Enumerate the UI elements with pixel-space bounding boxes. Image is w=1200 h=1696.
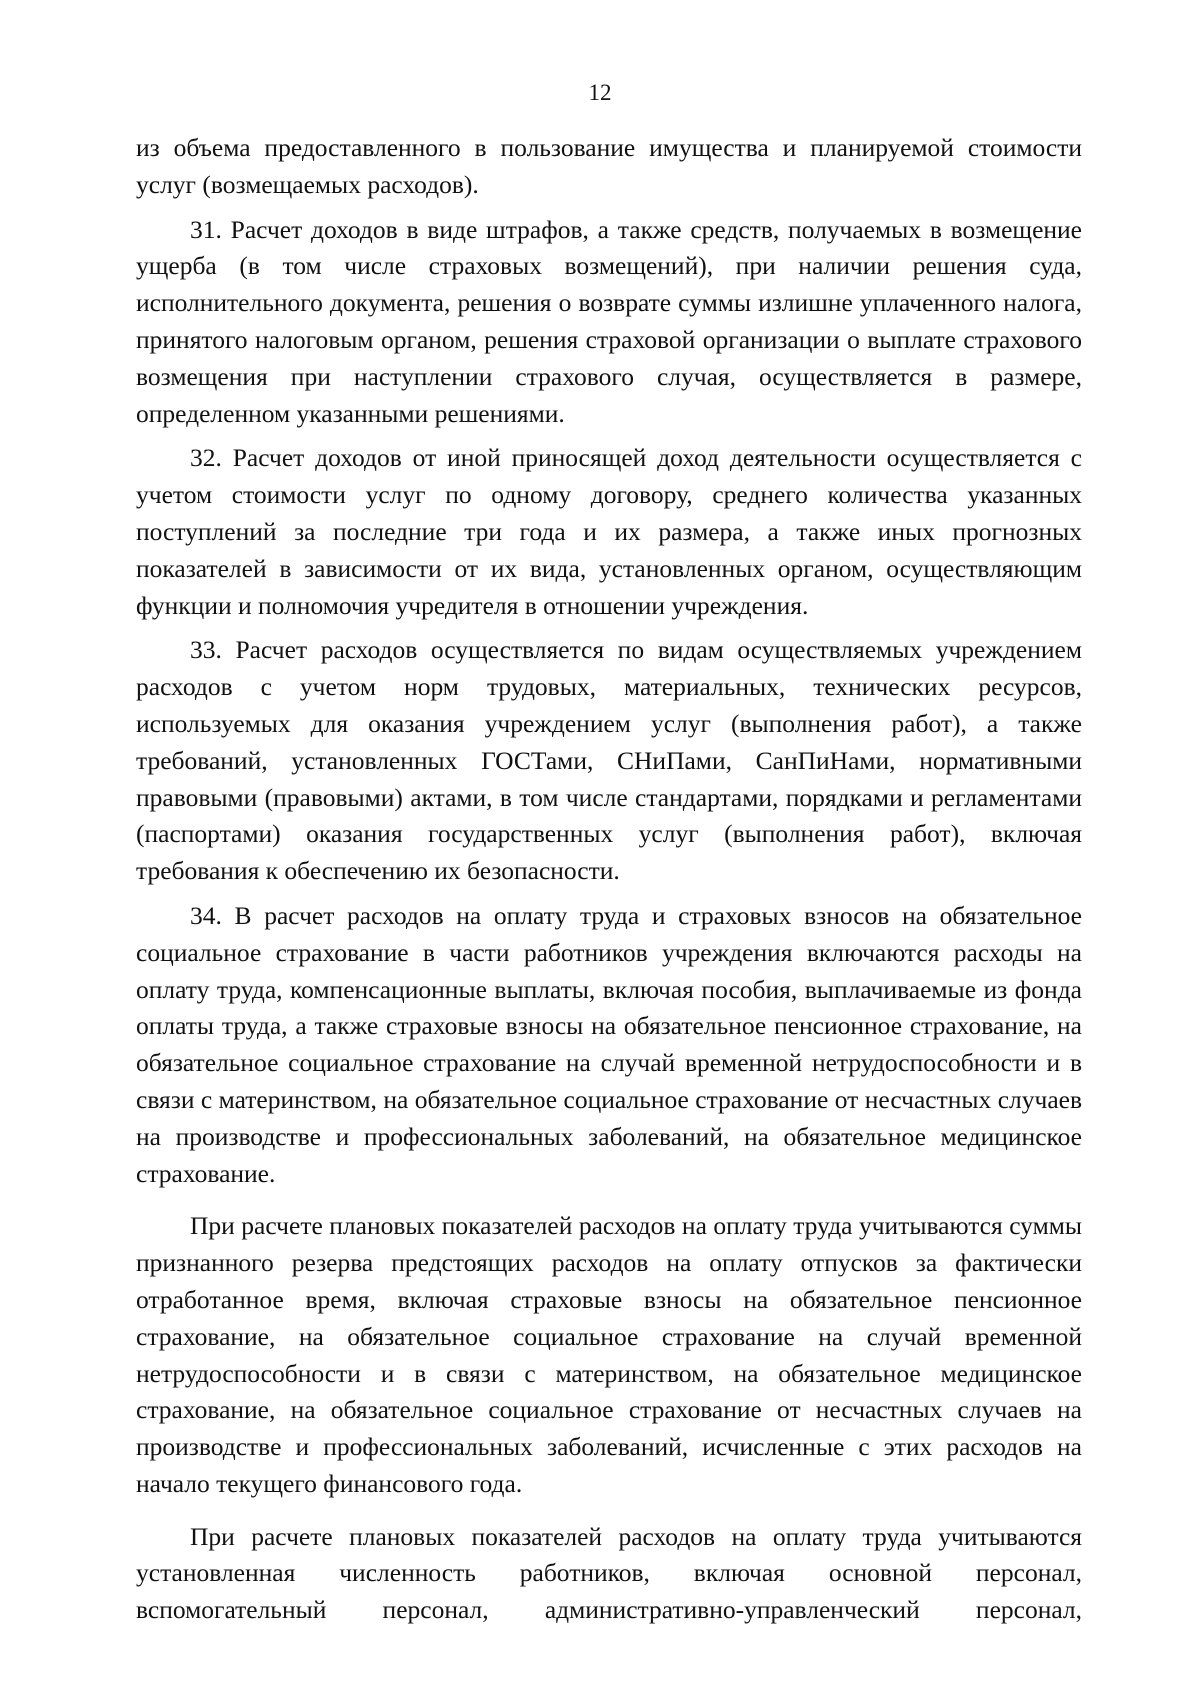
paragraph-continuation: из объема предоставленного в пользование имущества и планируемой стоимости услуг (возмещаемых расходов).: [136, 133, 1082, 199]
paragraph-item-33: 33. Расчет расходов осуществляется по видам осуществляемых учреждением расходов с учетом норм трудовых, материальных, технических ресурсов, используемых для оказания учреждением услуг (выполнения работ), а также требований, установленных ГОСТами, СНиПами, СанПиНами, нормативными правовыми (правовыми) актами, в том числе стандартами, порядками и регламентами (паспортами) оказания государственных услуг (выполнения работ), включая требования к обеспечению их безопасности.: [136, 635, 1082, 886]
paragraph-item-32: 32. Расчет доходов от иной приносящей доход деятельности осуществляется с учетом стоимости услуг по одному договору, среднего количества указанных поступлений за последние три года и их размера, а также иных прогнозных показателей в зависимости от их вида, установленных органом, осуществляющим функции и полномочия учредителя в отношении учреждения.: [136, 443, 1082, 620]
page-number: 12: [588, 80, 612, 105]
paragraph-item-31: 31. Расчет доходов в виде штрафов, а также средств, получаемых в возмещение ущерба (в том числе страховых возмещений), при наличии решения суда, исполнительного документа, решения о возврате суммы излишне уплаченного налога, принятого налоговым органом, решения страховой организации о выплате страхового возмещения при наступлении страхового случая, осуществляется в размере, определенном указанными решениями.: [136, 214, 1082, 428]
paragraph-item-34: 34. В расчет расходов на оплату труда и страховых взносов на обязательное социальное страхование в части работников учреждения включаются расходы на оплату труда, компенсационные выплаты, включая пособия, выплачиваемые из фонда оплаты труда, а также страховые взносы на обязательное пенсионное страхование, на обязательное социальное страхование на случай временной нетрудоспособности и в связи с материнством, на обязательное социальное страхование от несчастных случаев на производстве и профессиональных заболеваний, на обязательное медицинское страхование.: [136, 900, 1082, 1188]
paragraph-payroll-staffing: При расчете плановых показателей расходов на оплату труда учитываются установленная численность работников, включая основной персонал, вспомогательный персонал, административно-управленческий персонал,: [136, 1521, 1082, 1625]
paragraph-payroll-reserve: При расчете плановых показателей расходов на оплату труда учитываются суммы признанного резерва предстоящих расходов на оплату отпусков за фактически отработанное время, включая страховые взносы на обязательное пенсионное страхование, на обязательное социальное страхование на случай временной нетрудоспособности и в связи с материнством, на обязательное медицинское страхование, на обязательное социальное страхование от несчастных случаев на производстве и профессиональных заболеваний, исчисленные с этих расходов на начало текущего финансового года.: [136, 1211, 1082, 1498]
document-body: [136, 130, 1082, 1629]
